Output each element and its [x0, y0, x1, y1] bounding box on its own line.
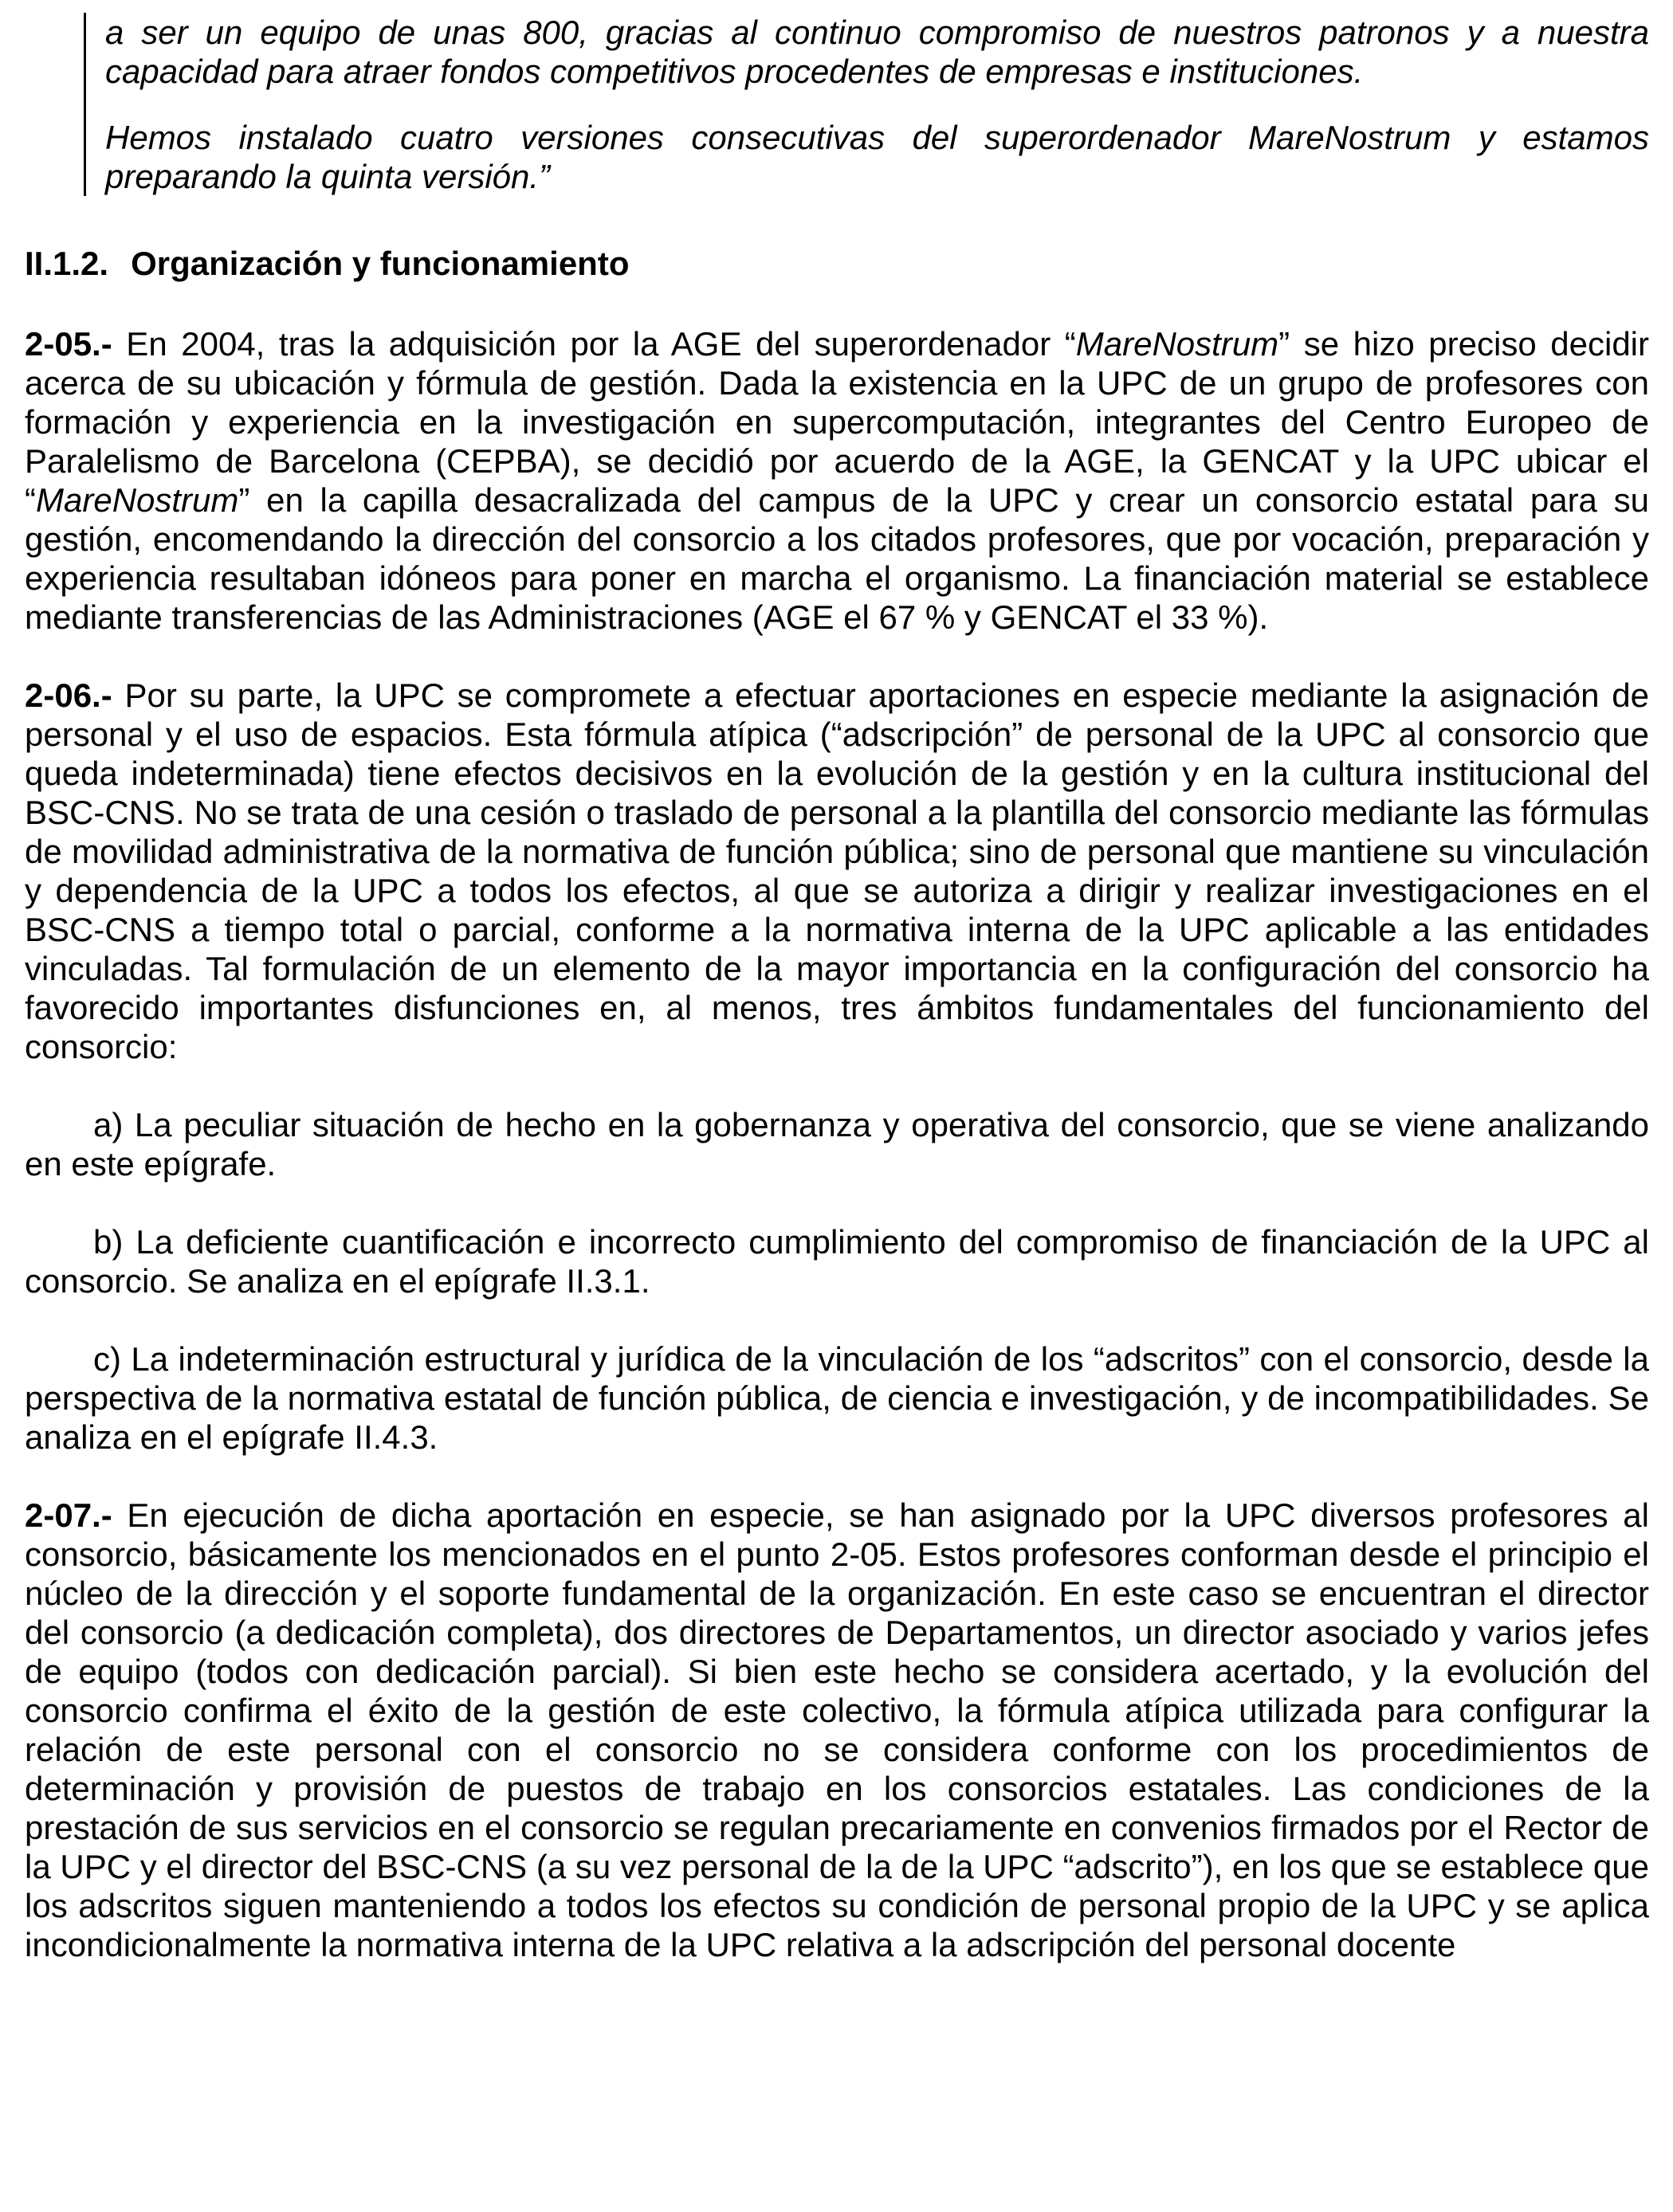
paragraph-2-05-text-segment: En 2004, tras la adquisición por la AGE del superordenador “ [112, 325, 1076, 363]
quote-paragraph-2: Hemos instalado cuatro versiones consecutivas del superordenador MareNostrum y estamos preparando la quinta versión.” [105, 119, 1649, 195]
list-item-b: b) La deficiente cuantificación e incorrecto cumplimiento del compromiso de financiación de la UPC al consorcio. Se analiza en el epígrafe II.3.1. [25, 1223, 1649, 1300]
quote-block [84, 13, 1649, 196]
marenostrum-term: MareNostrum [36, 481, 239, 519]
paragraph-2-07-number: 2-07.- [25, 1496, 112, 1534]
paragraph-2-05-text-segment: ” se hizo preciso decidir acerca de su ubicación y fórmula de gestión. Dada la existencia en la UPC de un grupo de profesores con formación y experiencia en la investigación en supercomputación, integrantes del Centro Europeo de Paralelismo de Barcelona (CEPBA), se decidió por acuerdo de la AGE, la GENCAT y la UPC ubicar el “ [25, 325, 1650, 519]
paragraph-2-07 [25, 1496, 1649, 1964]
quote-paragraph-1: a ser un equipo de unas 800, gracias al continuo compromiso de nuestros patronos y a nuestra capacidad para atraer fondos competitivos procedentes de empresas e instituciones. [105, 14, 1649, 90]
paragraph-2-07-text: En ejecución de dicha aportación en especie, se han asignado por la UPC diversos profesores al consorcio, básicamente los mencionados en el punto 2-05. Estos profesores conforman desde el principio el núcleo de la dirección y el soporte fundamental de la organización. En este caso se encuentran el director del consorcio (a dedicación completa), dos directores de Departamentos, un director asociado y varios jefes de equipo (todos con dedicación parcial). Si bien este hecho se considera acertado, y la evolución del consorcio confirma el éxito de la gestión de este colectivo, la fórmula atípica utilizada para configurar la relación de este personal con el consorcio no se considera conforme con los procedimientos de determinación y provisión de puestos de trabajo en los consorcios estatales. Las condiciones de la prestación de sus servicios en el consorcio se regulan precariamente en convenios firmados por el Rector de la UPC y el director del BSC-CNS (a su vez personal de la de la UPC “adscrito”), en los que se establece que los adscritos siguen manteniendo a todos los efectos su condición de personal propio de la UPC y se aplica incondicionalmente la normativa interna de la UPC relativa a la adscripción del personal docente [25, 1496, 1649, 1963]
paragraph-2-06-text: Por su parte, la UPC se compromete a efectuar aportaciones en especie mediante la asignación de personal y el uso de espacios. Esta fórmula atípica (“adscripción” de personal de la UPC al consorcio que queda indeterminada) tiene efectos decisivos en la evolución de la gestión y en la cultura institucional del BSC-CNS. No se trata de una cesión o traslado de personal a la plantilla del consorcio mediante las fórmulas de movilidad administrativa de la normativa de función pública; sino de personal que mantiene su vinculación y dependencia de la UPC a todos los efectos, al que se autoriza a dirigir y realizar investigaciones en el BSC-CNS a tiempo total o parcial, conforme a la normativa interna de la UPC aplicable a las entidades vinculadas. Tal formulación de un elemento de la mayor importancia en la configuración del consorcio ha favorecido importantes disfunciones en, al menos, tres ámbitos fundamentales del funcionamiento del consorcio: [25, 677, 1649, 1065]
section-heading-title: Organización y funcionamiento [131, 245, 630, 282]
section-heading-number: II.1.2. [25, 245, 109, 282]
paragraph-2-05-text-segment: ” en la capilla desacralizada del campus de la UPC y crear un consorcio estatal para su gestión, encomendando la dirección del consorcio a los citados profesores, que por vocación, preparación y experiencia resultaban idóneos para poner en marcha el organismo. La financiación material se establece mediante transferencias de las Administraciones (AGE el 67 % y GENCAT el 33 %). [25, 481, 1649, 636]
marenostrum-term: MareNostrum [1075, 325, 1279, 363]
list-item-c: c) La indeterminación estructural y jurídica de la vinculación de los “adscritos” con el consorcio, desde la perspectiva de la normativa estatal de función pública, de ciencia e investigación, y de incompatibilidades. Se analiza en el epígrafe II.4.3. [25, 1340, 1649, 1456]
section-heading [25, 244, 1649, 283]
list-item-a: a) La peculiar situación de hecho en la gobernanza y operativa del consorcio, que se viene analizando en este epígrafe. [25, 1106, 1649, 1182]
paragraph-2-06-number: 2-06.- [25, 677, 112, 714]
paragraph-2-06 [25, 676, 1649, 1066]
paragraph-2-05 [25, 324, 1649, 637]
paragraph-2-05-number: 2-05.- [25, 325, 112, 363]
